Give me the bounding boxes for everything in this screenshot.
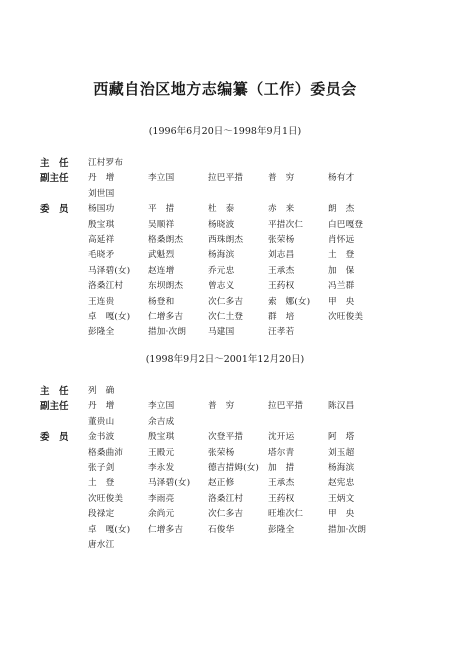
member-name: 格桑曲沛: [88, 447, 124, 458]
member-name: 沈开运: [268, 432, 295, 443]
names-row: [40, 218, 420, 233]
member-name: 丹 增: [88, 173, 115, 184]
role-label: 主 任: [40, 158, 69, 169]
member-name: 曾志义: [208, 281, 235, 292]
member-name: 董贵山: [88, 416, 115, 427]
member-name: 殷宝琪: [148, 432, 175, 443]
member-name: 平措次仁: [268, 219, 304, 230]
member-name: 王承杰: [268, 265, 295, 276]
section-2: [40, 384, 420, 553]
member-name: 措加·次朗: [328, 524, 367, 535]
member-name: 马建国: [208, 327, 235, 338]
member-name: 王药权: [268, 281, 295, 292]
names-row: [40, 476, 420, 491]
member-name: 王连贵: [88, 296, 115, 307]
member-name: 甲 央: [328, 509, 355, 520]
member-name: 刘志昌: [268, 250, 295, 261]
member-name: 普 穷: [208, 401, 235, 412]
role-label: 主 任: [40, 386, 69, 397]
role-row: [40, 399, 420, 414]
member-name: 唐水江: [88, 539, 115, 550]
member-name: 石俊华: [208, 524, 235, 535]
member-name: 群 培: [268, 311, 295, 322]
member-name: 彭隆全: [268, 524, 295, 535]
member-name: 冯兰群: [328, 281, 355, 292]
member-name: 阿 塔: [328, 432, 355, 443]
names-row: [40, 279, 420, 294]
member-name: 次旺俊美: [88, 493, 124, 504]
member-name: 白巴嘎登: [328, 219, 364, 230]
member-name: 列 确: [88, 386, 115, 396]
member-name: 汪孝若: [268, 327, 295, 338]
member-name: 普 穷: [268, 173, 295, 184]
member-name: 李永发: [148, 462, 175, 473]
page-title: 西藏自治区地方志编纂（工作）委员会: [93, 80, 357, 98]
member-name: 余吉成: [148, 416, 175, 427]
member-name: 马泽碧(女): [88, 265, 131, 276]
member-name: 西珠朗杰: [208, 234, 244, 245]
member-name: 次旺俊美: [328, 311, 364, 322]
member-name: 杨海滨: [208, 250, 235, 261]
member-name: 次仁多吉: [208, 296, 244, 307]
member-name: 丹 增: [88, 401, 115, 412]
role-row: [40, 156, 420, 171]
member-name: 张荣杨: [268, 234, 295, 245]
member-name: 赵正修: [208, 478, 235, 489]
names-row: [40, 492, 420, 507]
member-name: 肖怀远: [328, 234, 355, 245]
member-name: 江村罗布: [88, 158, 124, 168]
member-name: 吴顺祥: [148, 219, 175, 230]
names-row: [40, 233, 420, 248]
member-name: 李立国: [148, 173, 175, 184]
member-name: 高延祥: [88, 234, 115, 245]
member-name: 卓 嘎(女): [88, 311, 131, 322]
member-name: 土 登: [328, 250, 355, 261]
member-name: 王药权: [268, 493, 295, 504]
member-name: 段禄定: [88, 509, 115, 520]
member-name: 李雨亮: [148, 493, 175, 504]
member-name: 东坝朗杰: [148, 281, 184, 292]
member-name: 刘玉超: [328, 447, 355, 458]
member-name: 彭隆全: [88, 327, 115, 338]
names-row: [40, 264, 420, 279]
member-name: 赵宪忠: [328, 478, 355, 489]
member-name: 王殿元: [148, 447, 175, 458]
member-name: 杨晓波: [208, 219, 235, 230]
role-row: [40, 171, 420, 186]
names-row: [40, 538, 420, 553]
member-name: 张子剑: [88, 462, 115, 473]
member-name: 土 登: [88, 478, 115, 489]
names-row: [40, 461, 420, 476]
member-name: 仁增多吉: [148, 524, 184, 535]
member-name: 加 保: [328, 265, 355, 276]
role-label: 副主任: [40, 173, 69, 185]
period-1: (1996年6月20日～1998年9月1日): [148, 126, 302, 137]
names-row: [40, 295, 420, 310]
member-name: 杜 泰: [208, 204, 235, 215]
member-name: 塔尔青: [268, 447, 295, 458]
member-name: 次仁土登: [208, 311, 244, 322]
member-name: 王炳文: [328, 493, 355, 504]
member-name: 赵连增: [148, 265, 175, 276]
member-name: 仁增多吉: [148, 311, 184, 322]
member-name: 加 措: [268, 462, 295, 473]
role-label: 委 员: [40, 432, 69, 444]
member-name: 赤 来: [268, 204, 295, 215]
member-name: 乔元忠: [208, 265, 235, 276]
member-name: 平 措: [148, 204, 175, 215]
member-name: 德吉措姆(女): [208, 462, 260, 473]
role-row: [40, 430, 420, 445]
names-row: [40, 325, 420, 340]
member-name: 甲 央: [328, 296, 355, 307]
names-row: [40, 523, 420, 538]
role-label: 副主任: [40, 401, 69, 413]
names-row: [40, 507, 420, 522]
names-row: [40, 187, 420, 202]
member-name: 索 娜(女): [268, 296, 311, 307]
member-name: 次登平措: [208, 432, 244, 443]
member-name: 马泽碧(女): [148, 478, 191, 489]
member-name: 洛桑江村: [88, 281, 124, 292]
names-row: [40, 248, 420, 263]
names-row: [40, 446, 420, 461]
member-name: 拉巴平措: [208, 173, 244, 184]
member-name: 格桑朗杰: [148, 234, 184, 245]
section-1: [40, 156, 420, 341]
member-name: 王承杰: [268, 478, 295, 489]
member-name: 卓 嘎(女): [88, 524, 131, 535]
member-name: 李立国: [148, 401, 175, 412]
member-name: 张荣杨: [208, 447, 235, 458]
member-name: 朗 杰: [328, 204, 355, 215]
member-name: 杨海滨: [328, 462, 355, 473]
role-label: 委 员: [40, 204, 69, 216]
member-name: 余尚元: [148, 509, 175, 520]
member-name: 刘世国: [88, 188, 115, 199]
role-row: [40, 202, 420, 217]
member-name: 武魁烈: [148, 250, 175, 261]
member-name: 陈汉昌: [328, 401, 355, 412]
member-name: 杨有才: [328, 173, 355, 184]
member-name: 金书波: [88, 432, 115, 443]
member-name: 次仁多吉: [208, 509, 244, 520]
member-name: 洛桑江村: [208, 493, 244, 504]
role-row: [40, 384, 420, 399]
member-name: 旺堆次仁: [268, 509, 304, 520]
names-row: [40, 415, 420, 430]
names-row: [40, 310, 420, 325]
member-name: 措加·次朗: [148, 327, 187, 338]
period-2: (1998年9月2日～2001年12月20日): [145, 354, 305, 365]
member-name: 拉巴平措: [268, 401, 304, 412]
member-name: 毛晓矛: [88, 250, 115, 261]
member-name: 殷宝琪: [88, 219, 115, 230]
member-name: 杨登和: [148, 296, 175, 307]
member-name: 杨国功: [88, 204, 115, 215]
